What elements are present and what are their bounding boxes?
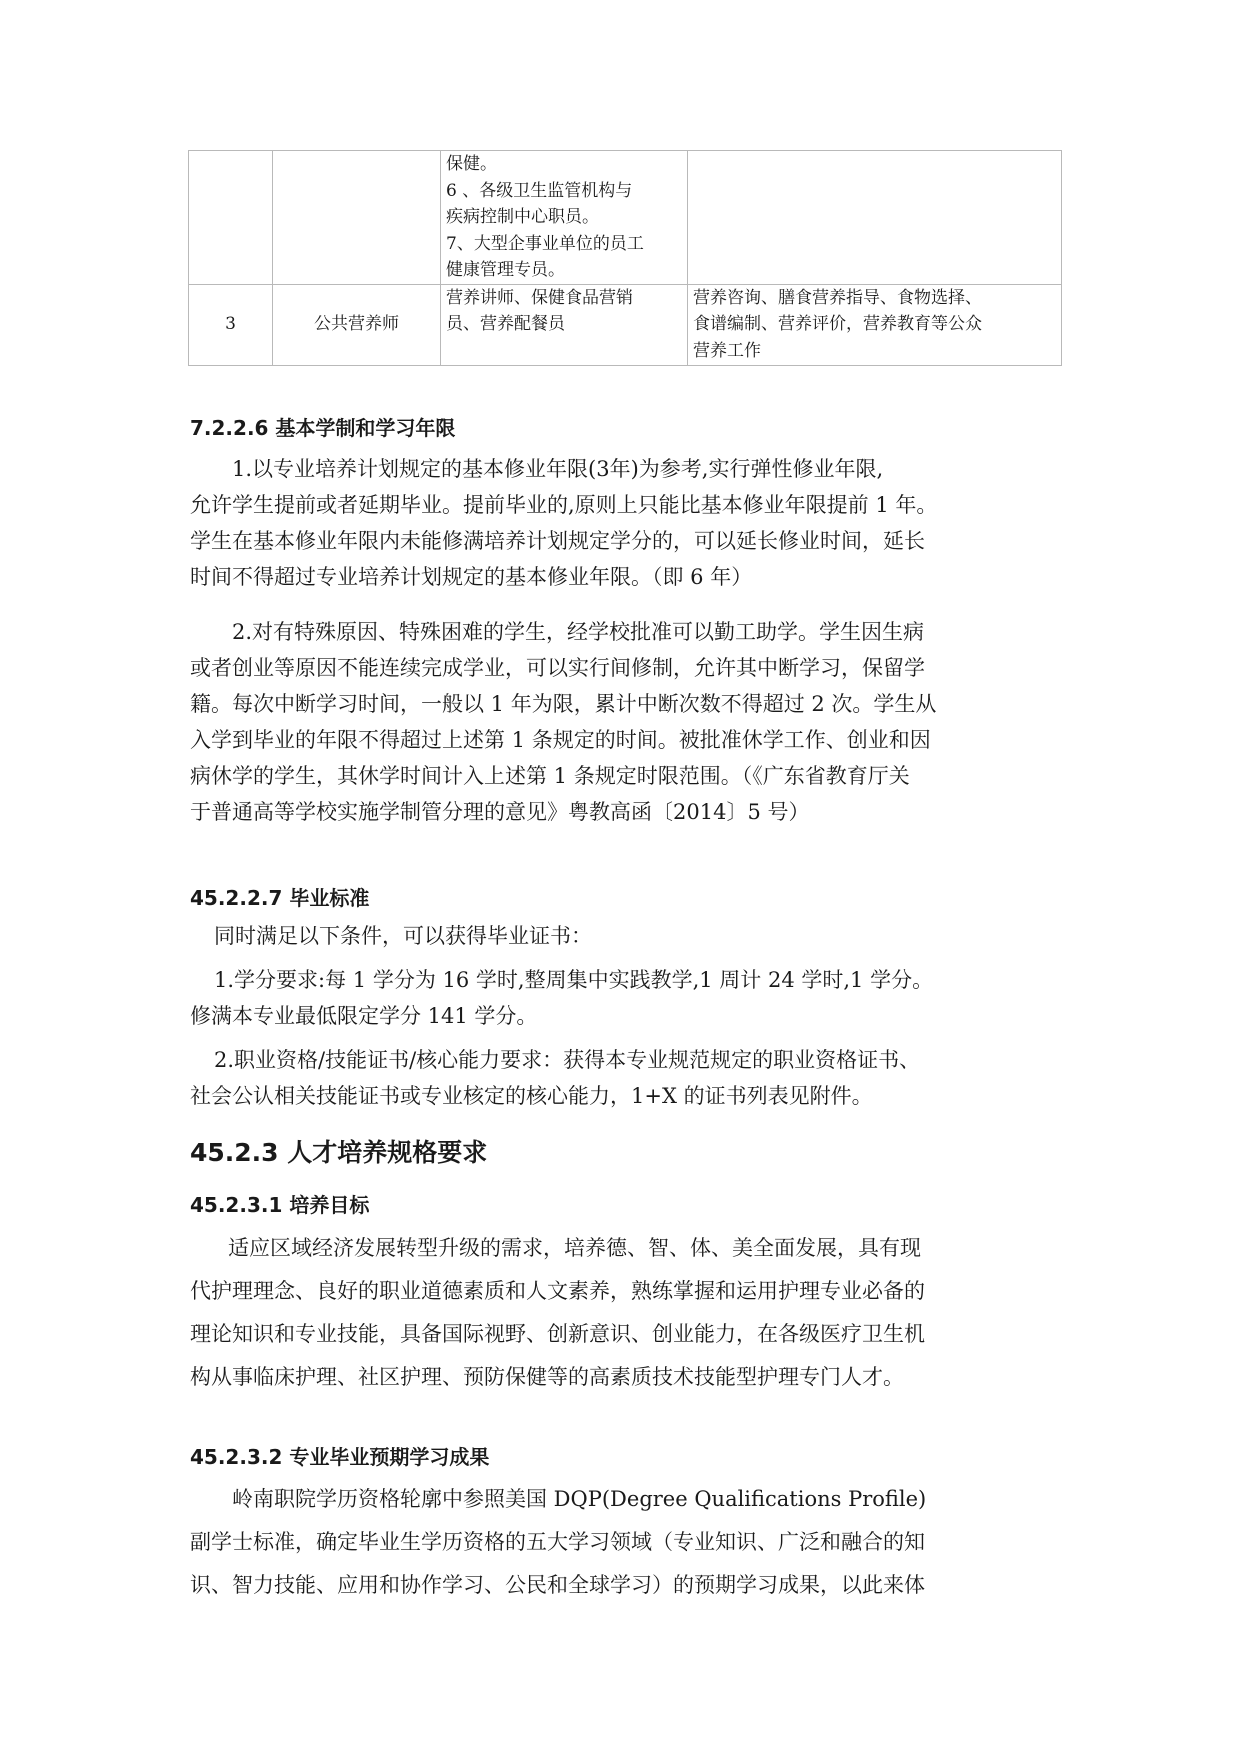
graduation-item-credits xyxy=(190,962,1060,1034)
table-cell-no: 3 xyxy=(189,284,273,365)
paragraph-line: 1.以专业培养计划规定的基本修业年限(3年)为参考,实行弹性修业年限, xyxy=(232,457,884,481)
cell-line: 营养讲师、保健食品营销 xyxy=(446,287,633,308)
paragraph-line: 适应区域经济发展转型升级的需求，培养德、智、体、美全面发展，具有现 xyxy=(228,1236,921,1260)
paragraph-line: 副学士标准，确定毕业生学历资格的五大学习领域（专业知识、广泛和融合的知 xyxy=(190,1530,925,1554)
paragraph-line: 入学到毕业的年限不得超过上述第 1 条规定的时间。被批准休学工作、创业和因 xyxy=(190,728,931,752)
graduation-intro xyxy=(190,918,1060,954)
paragraph-line: 识、智力技能、应用和协作学习、公民和全球学习）的预期学习成果，以此来体 xyxy=(190,1573,925,1597)
paragraph-line: 构从事临床护理、社区护理、预防保健等的高素质技术技能型护理专门人才。 xyxy=(190,1365,904,1389)
paragraph-learning-outcomes xyxy=(190,1478,1060,1607)
paragraph-line: 社会公认相关技能证书或专业核定的核心能力，1+X 的证书列表见附件。 xyxy=(190,1084,873,1108)
paragraph-line: 或者创业等原因不能连续完成学业，可以实行间修制，允许其中断学习，保留学 xyxy=(190,656,925,680)
paragraph-line: 同时满足以下条件，可以获得毕业证书： xyxy=(214,924,592,948)
cell-line: 营养咨询、膳食营养指导、食物选择、 xyxy=(693,287,982,308)
paragraph-suspension xyxy=(190,614,1060,830)
heading-4523: 45.2.3 人才培养规格要求 xyxy=(190,1138,488,1167)
cell-line: 食谱编制、营养评价，营养教育等公众 xyxy=(693,314,982,334)
heading-7226: 7.2.2.6 基本学制和学习年限 xyxy=(190,416,456,440)
heading-45231: 45.2.3.1 培养目标 xyxy=(190,1193,370,1217)
cell-line: 疾病控制中心职员。 xyxy=(446,207,599,227)
paragraph-line: 1.学分要求:每 1 学分为 16 学时,整周集中实践教学,1 周计 24 学时,1 学分。 xyxy=(214,968,934,992)
table-cell-title xyxy=(273,151,441,285)
paragraph-study-years xyxy=(190,451,1060,595)
cell-line: 营养工作 xyxy=(693,340,761,361)
paragraph-line: 修满本专业最低限定学分 141 学分。 xyxy=(190,1004,538,1028)
table-cell-duties xyxy=(688,284,1062,365)
table-cell-positions xyxy=(441,284,688,365)
paragraph-line: 时间不得超过专业培养计划规定的基本修业年限。（即 6 年） xyxy=(190,565,753,589)
table-cell-positions xyxy=(441,151,688,285)
heading-45232: 45.2.3.2 专业毕业预期学习成果 xyxy=(190,1445,490,1469)
cell-line: 健康管理专员。 xyxy=(446,260,565,280)
table-cell-no xyxy=(189,151,273,285)
paragraph-line: 允许学生提前或者延期毕业。提前毕业的,原则上只能比基本修业年限提前 1 年。 xyxy=(190,493,938,517)
paragraph-line: 岭南职院学历资格轮廓中参照美国 DQP(Degree Qualifications Profile) xyxy=(232,1487,927,1511)
paragraph-line: 理论知识和专业技能，具备国际视野、创新意识、创业能力，在各级医疗卫生机 xyxy=(190,1322,925,1346)
paragraph-line: 2.职业资格/技能证书/核心能力要求：获得本专业规范规定的职业资格证书、 xyxy=(214,1048,921,1072)
paragraph-line: 籍。每次中断学习时间，一般以 1 年为限，累计中断次数不得超过 2 次。学生从 xyxy=(190,692,937,716)
paragraph-line: 代护理理念、良好的职业道德素质和人文素养，熟练掌握和运用护理专业必备的 xyxy=(190,1279,925,1303)
heading-45227: 45.2.2.7 毕业标准 xyxy=(190,886,370,910)
career-table xyxy=(188,150,1062,366)
paragraph-line: 病休学的学生，其休学时间计入上述第 1 条规定时限范围。（《广东省教育厅关 xyxy=(190,764,910,788)
paragraph-line: 2.对有特殊原因、特殊困难的学生，经学校批准可以勤工助学。学生因生病 xyxy=(232,620,925,644)
paragraph-line: 学生在基本修业年限内未能修满培养计划规定学分的，可以延长修业时间，延长 xyxy=(190,529,925,553)
cell-line: 保健。 xyxy=(446,154,497,174)
cell-line: 6 、各级卫生监管机构与 xyxy=(446,180,633,201)
table-row xyxy=(189,151,1062,285)
graduation-item-certificates xyxy=(190,1042,1060,1114)
table-cell-title: 公共营养师 xyxy=(273,284,441,365)
table-row xyxy=(189,284,1062,365)
cell-line: 员、营养配餐员 xyxy=(446,314,565,334)
table-cell-duties xyxy=(688,151,1062,285)
paragraph-line: 于普通高等学校实施学制管分理的意见》粤教高函〔2014〕5 号） xyxy=(190,800,810,824)
cell-line: 7、大型企事业单位的员工 xyxy=(446,233,644,254)
paragraph-training-goal xyxy=(190,1227,1060,1399)
